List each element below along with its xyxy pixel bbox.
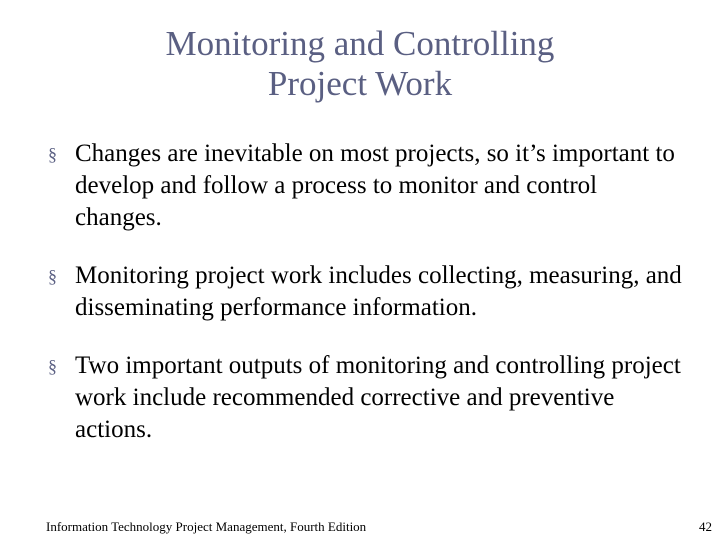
slide-title	[0, 24, 720, 104]
bullet-text: Monitoring project work includes collecting, measuring, and disseminating performance information.	[75, 262, 682, 321]
bullet-marker-icon: §	[48, 144, 57, 164]
slide-title-line-2: Project Work	[267, 64, 453, 103]
footer-text: Information Technology Project Management, Fourth Edition	[46, 519, 367, 534]
bullet-item	[48, 350, 688, 446]
bullet-marker-icon: §	[48, 356, 57, 376]
bullet-marker-icon: §	[48, 266, 57, 286]
bullet-text: Two important outputs of monitoring and controlling project work include recommended corrective and preventive actions.	[75, 352, 681, 443]
bullet-list	[48, 138, 688, 446]
page-number: 42	[699, 519, 712, 534]
slide-title-line-1: Monitoring and Controlling	[165, 24, 555, 63]
bullet-text: Changes are inevitable on most projects, so it’s important to develop and follow a process to monitor and control changes.	[75, 140, 675, 231]
bullet-item	[48, 260, 688, 324]
bullet-item	[48, 138, 688, 234]
